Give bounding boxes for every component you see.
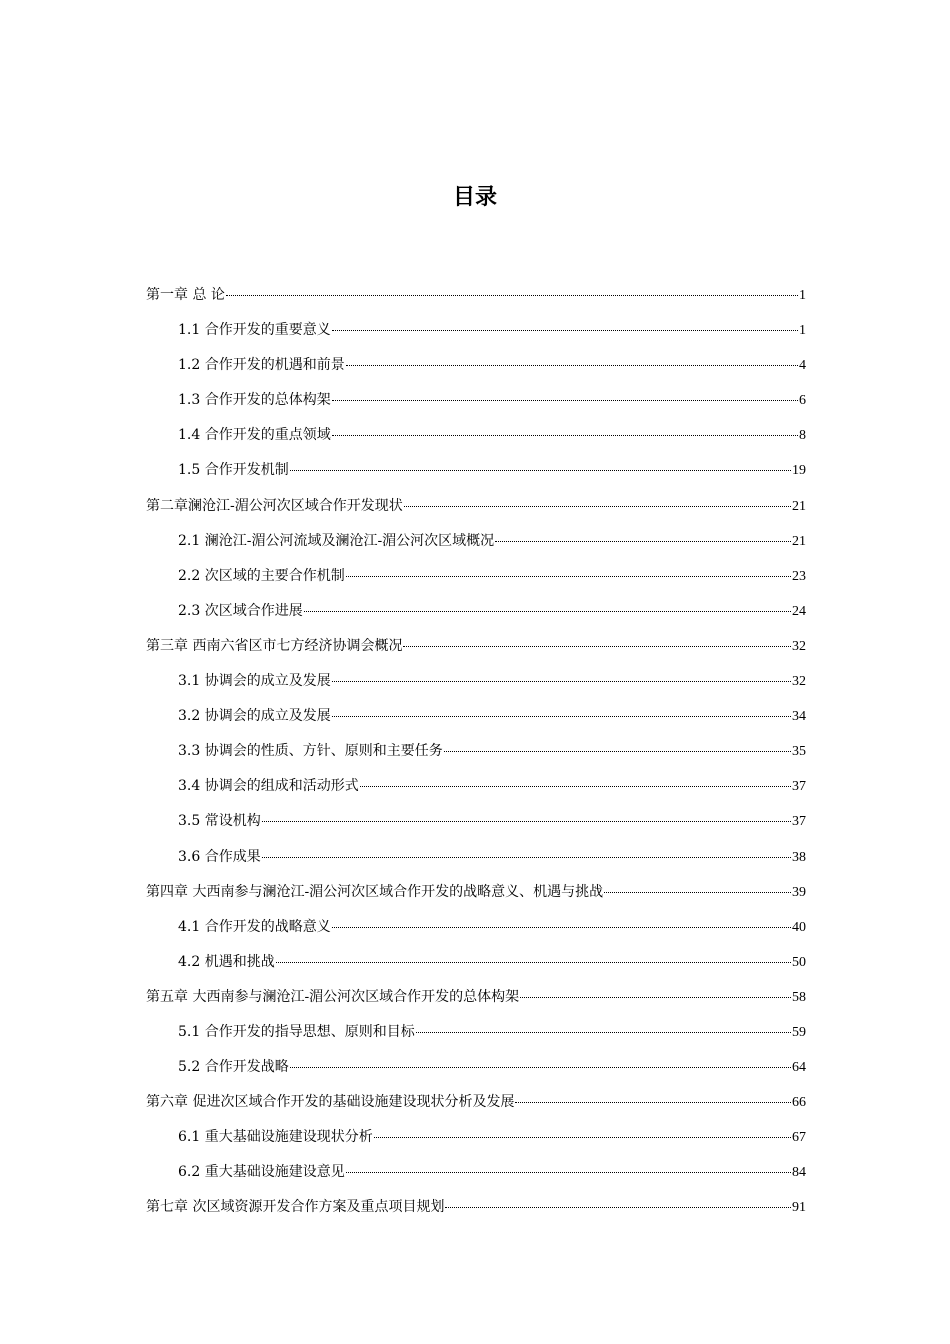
- toc-entry-label: 1.3 合作开发的总体构架: [178, 392, 331, 409]
- toc-entry-label: 2.3 次区域合作进展: [178, 602, 303, 619]
- dot-leader: [495, 541, 791, 542]
- dot-leader: [262, 821, 791, 822]
- toc-page-number: 58: [792, 989, 806, 1005]
- toc-chapter-entry[interactable]: [146, 982, 806, 1017]
- toc-page-number: 19: [792, 463, 806, 479]
- dot-leader: [445, 1207, 791, 1208]
- toc-page-number: 67: [792, 1130, 806, 1146]
- toc-entry-label: 3.2 协调会的成立及发展: [178, 708, 331, 725]
- dot-leader: [444, 751, 791, 752]
- toc-page-number: 35: [792, 744, 806, 760]
- toc-section-entry[interactable]: [146, 561, 806, 596]
- toc-page-number: 21: [792, 498, 806, 514]
- toc-page-number: 39: [792, 884, 806, 900]
- dot-leader: [604, 892, 791, 893]
- dot-leader: [515, 1102, 791, 1103]
- dot-leader: [360, 786, 791, 787]
- toc-section-entry[interactable]: [146, 385, 806, 420]
- toc-page-number: 37: [792, 779, 806, 795]
- toc-page-number: 21: [792, 533, 806, 549]
- toc-page-number: 38: [792, 849, 806, 865]
- toc-page-number: 59: [792, 1024, 806, 1040]
- toc-entry-label: 2.1 澜沧江-湄公河流域及澜沧江-湄公河次区域概况: [178, 532, 495, 549]
- dot-leader: [262, 857, 791, 858]
- dot-leader: [304, 611, 791, 612]
- toc-section-entry[interactable]: [146, 1017, 806, 1052]
- toc-section-entry[interactable]: [146, 596, 806, 631]
- toc-page-number: 91: [792, 1200, 806, 1216]
- toc-entry-label: 3.4 协调会的组成和活动形式: [178, 778, 359, 795]
- toc-section-entry[interactable]: [146, 350, 806, 385]
- dot-leader: [403, 646, 791, 647]
- toc-page-number: 8: [799, 428, 806, 444]
- toc-section-entry[interactable]: [146, 315, 806, 350]
- toc-chapter-entry[interactable]: [146, 1192, 806, 1227]
- toc-chapter-entry[interactable]: [146, 491, 806, 526]
- dot-leader: [226, 295, 798, 296]
- dot-leader: [332, 400, 798, 401]
- toc-section-entry[interactable]: [146, 455, 806, 490]
- toc-entry-label: 第二章澜沧江-湄公河次区域合作开发现状: [146, 497, 403, 514]
- toc-section-entry[interactable]: [146, 806, 806, 841]
- toc-entry-label: 第五章 大西南参与澜沧江-湄公河次区域合作开发的总体构架: [146, 988, 520, 1005]
- toc-chapter-entry[interactable]: [146, 280, 806, 315]
- dot-leader: [332, 681, 791, 682]
- toc-chapter-entry[interactable]: [146, 631, 806, 666]
- toc-entry-label: 第一章 总 论: [146, 287, 225, 303]
- toc-entry-label: 4.1 合作开发的战略意义: [178, 918, 331, 935]
- toc-entry-label: 6.1 重大基础设施建设现状分析: [178, 1129, 373, 1146]
- toc-page-number: 34: [792, 709, 806, 725]
- toc-page-number: 50: [792, 954, 806, 970]
- dot-leader: [404, 506, 791, 507]
- page-title: 目录: [452, 185, 497, 210]
- toc-list: [146, 280, 806, 1228]
- toc-section-entry[interactable]: [146, 912, 806, 947]
- dot-leader: [374, 1137, 791, 1138]
- toc-section-entry[interactable]: [146, 842, 806, 877]
- toc-page-number: 32: [792, 638, 806, 654]
- dot-leader: [332, 330, 798, 331]
- toc-page-number: 23: [792, 568, 806, 584]
- toc-section-entry[interactable]: [146, 771, 806, 806]
- toc-entry-label: 1.4 合作开发的重点领域: [178, 427, 331, 444]
- toc-section-entry[interactable]: [146, 420, 806, 455]
- toc-entry-label: 第六章 促进次区域合作开发的基础设施建设现状分析及发展: [146, 1094, 515, 1111]
- toc-section-entry[interactable]: [146, 1122, 806, 1157]
- toc-section-entry[interactable]: [146, 1157, 806, 1192]
- toc-entry-label: 5.1 合作开发的指导思想、原则和目标: [178, 1023, 415, 1040]
- toc-entry-label: 第七章 次区域资源开发合作方案及重点项目规划: [146, 1199, 445, 1216]
- toc-section-entry[interactable]: [146, 947, 806, 982]
- toc-section-entry[interactable]: [146, 701, 806, 736]
- toc-page-number: 24: [792, 603, 806, 619]
- toc-page-number: 32: [792, 674, 806, 690]
- toc-page-number: 84: [792, 1165, 806, 1181]
- toc-entry-label: 1.1 合作开发的重要意义: [178, 322, 331, 339]
- toc-entry-label: 3.5 常设机构: [178, 813, 261, 830]
- toc-chapter-entry[interactable]: [146, 1087, 806, 1122]
- toc-page-number: 6: [799, 393, 806, 409]
- toc-entry-label: 3.6 合作成果: [178, 848, 261, 865]
- toc-entry-label: 3.3 协调会的性质、方针、原则和主要任务: [178, 743, 443, 760]
- dot-leader: [332, 435, 798, 436]
- toc-entry-label: 第四章 大西南参与澜沧江-湄公河次区域合作开发的战略意义、机遇与挑战: [146, 883, 604, 900]
- dot-leader: [276, 962, 791, 963]
- toc-entry-label: 5.2 合作开发战略: [178, 1059, 289, 1076]
- toc-page-number: 40: [792, 919, 806, 935]
- dot-leader: [332, 716, 791, 717]
- toc-page-number: 66: [792, 1095, 806, 1111]
- toc-entry-label: 2.2 次区域的主要合作机制: [178, 567, 345, 584]
- toc-chapter-entry[interactable]: [146, 877, 806, 912]
- toc-section-entry[interactable]: [146, 666, 806, 701]
- dot-leader: [520, 997, 791, 998]
- dot-leader: [290, 1067, 791, 1068]
- toc-section-entry[interactable]: [146, 736, 806, 771]
- toc-page-number: 1: [799, 323, 806, 339]
- toc-entry-label: 3.1 协调会的成立及发展: [178, 673, 331, 690]
- toc-entry-label: 4.2 机遇和挑战: [178, 953, 275, 970]
- toc-section-entry[interactable]: [146, 1052, 806, 1087]
- toc-entry-label: 第三章 西南六省区市七方经济协调会概况: [146, 637, 403, 654]
- dot-leader: [346, 365, 798, 366]
- dot-leader: [346, 576, 791, 577]
- toc-page-number: 64: [792, 1060, 806, 1076]
- dot-leader: [290, 470, 791, 471]
- toc-section-entry[interactable]: [146, 526, 806, 561]
- dot-leader: [332, 927, 791, 928]
- toc-entry-label: 6.2 重大基础设施建设意见: [178, 1164, 345, 1181]
- toc-page-number: 4: [799, 358, 806, 374]
- toc-page-number: 37: [792, 814, 806, 830]
- dot-leader: [346, 1172, 791, 1173]
- toc-page-number: 1: [799, 288, 806, 303]
- dot-leader: [416, 1032, 791, 1033]
- toc-entry-label: 1.5 合作开发机制: [178, 462, 289, 479]
- toc-entry-label: 1.2 合作开发的机遇和前景: [178, 357, 345, 374]
